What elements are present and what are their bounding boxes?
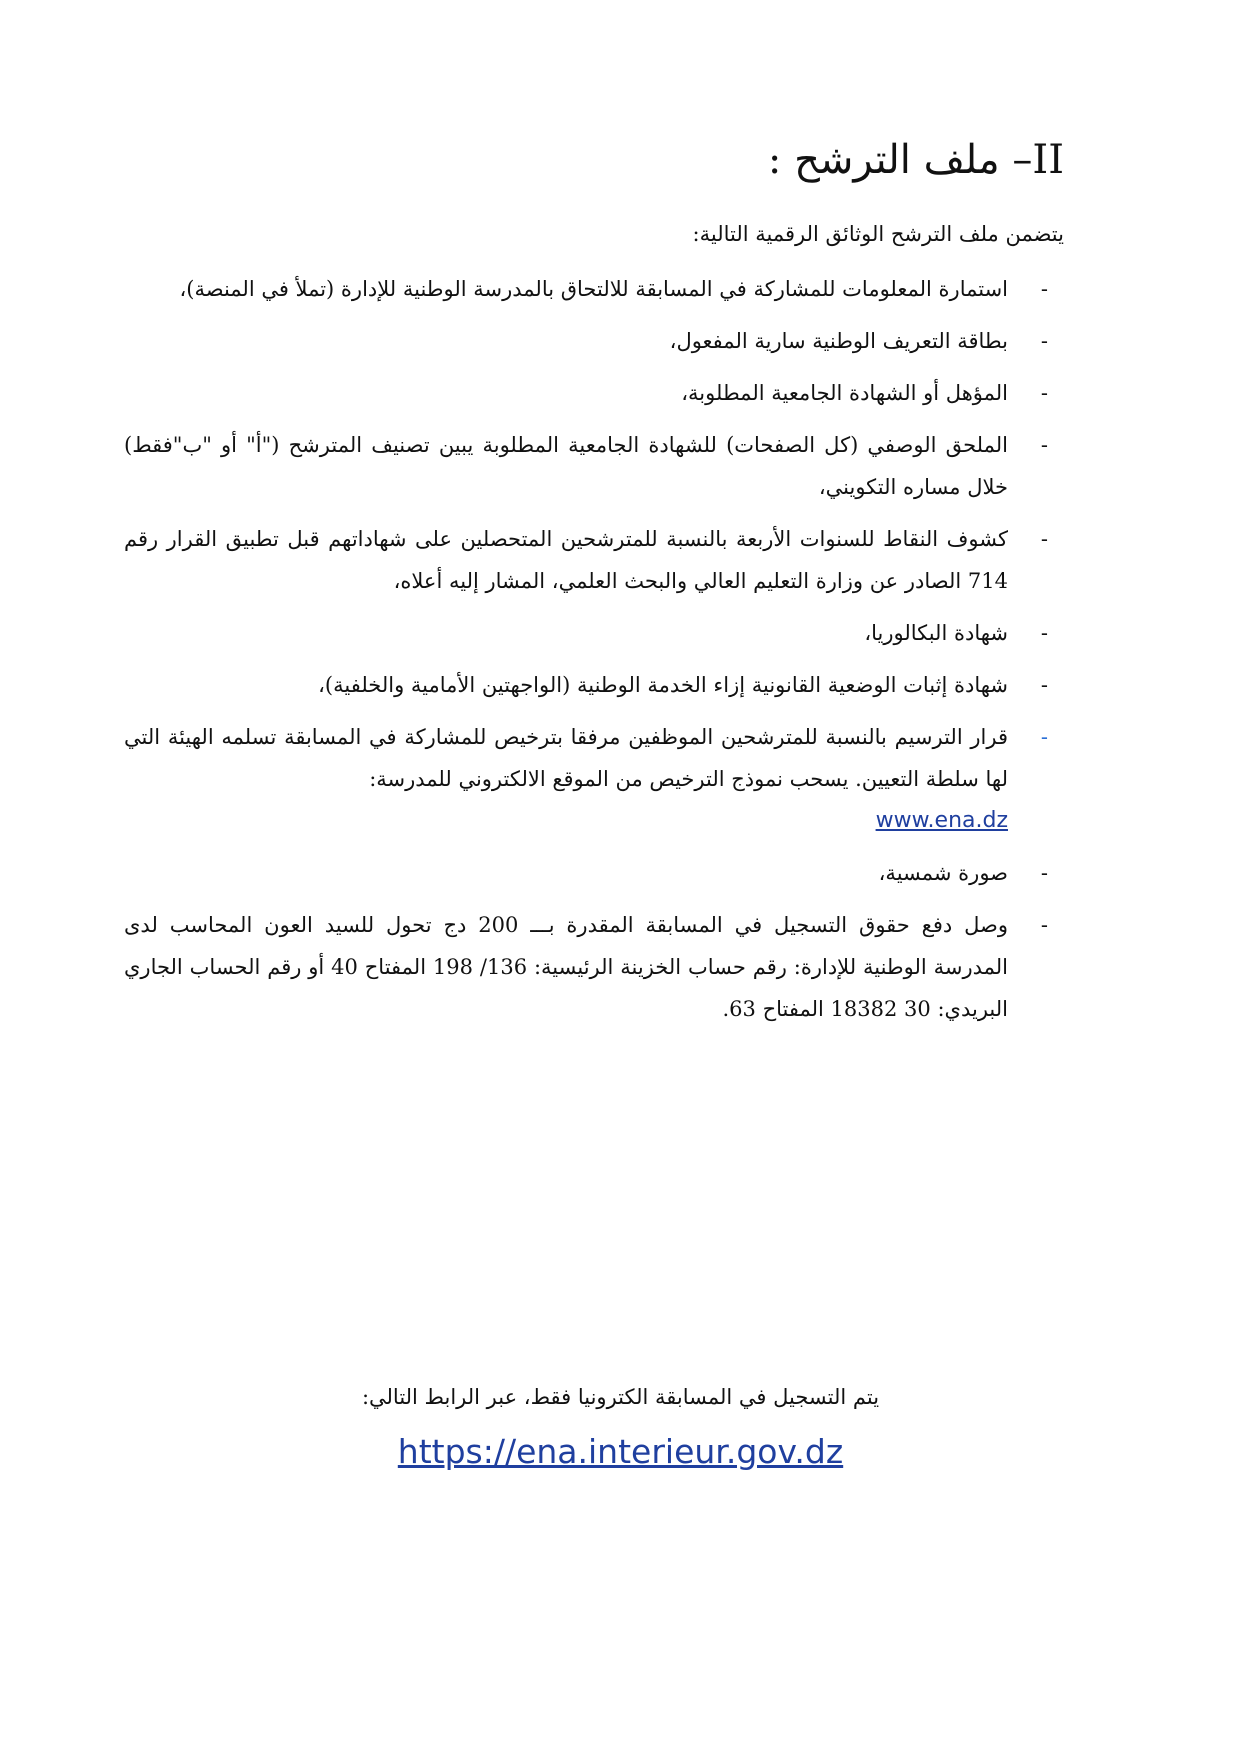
bullet-dash: -	[1040, 673, 1048, 697]
section-heading: II– ملف الترشح :	[767, 137, 1064, 183]
bullet-dash: -	[1040, 725, 1048, 749]
registration-link[interactable]: https://ena.interieur.gov.dz	[397, 1432, 844, 1471]
list-item	[124, 268, 1064, 310]
list-item	[124, 904, 1064, 1030]
list-item-text: المؤهل أو الشهادة الجامعية المطلوبة،	[681, 381, 1008, 405]
list-item	[124, 424, 1064, 508]
list-item-text: بطاقة التعريف الوطنية سارية المفعول،	[669, 329, 1008, 353]
bullet-dash: -	[1040, 381, 1048, 405]
bullet-dash: -	[1040, 861, 1048, 885]
list-item-text: وصل دفع حقوق التسجيل في المسابقة المقدرة بـــ 200 دج تحول للسيد العون المحاسب لدى المدرسة الوطنية للإدارة: رقم حساب الخزينة الرئيسية: 136/ 198 المفتاح 40 أو رقم الحساب الجاري البريدي: 30 18382 المفتاح 63.	[124, 913, 1008, 1021]
list-item-text: شهادة إثبات الوضعية القانونية إزاء الخدمة الوطنية (الواجهتين الأمامية والخلفية)،	[318, 673, 1008, 697]
bullet-dash: -	[1040, 433, 1048, 457]
bullet-dash: -	[1040, 527, 1048, 551]
list-item-text: استمارة المعلومات للمشاركة في المسابقة للالتحاق بالمدرسة الوطنية للإدارة (تملأ في المنصة)،	[179, 277, 1008, 301]
section-intro: يتضمن ملف الترشح الوثائق الرقمية التالية:	[692, 222, 1064, 246]
ena-website-link[interactable]: www.ena.dz	[875, 808, 1008, 833]
list-item	[124, 612, 1064, 654]
list-item-text: قرار الترسيم بالنسبة للمترشحين الموظفين مرفقا بترخيص للمشاركة في المسابقة تسلمه الهيئة التي لها سلطة التعيين. يسحب نموذج الترخيص من الموقع الالكتروني للمدرسة:	[124, 725, 1008, 791]
required-documents-list	[124, 268, 1064, 1040]
list-item	[124, 518, 1064, 602]
list-item	[124, 664, 1064, 706]
list-item-text: صورة شمسية،	[878, 861, 1008, 885]
list-item	[124, 852, 1064, 894]
bullet-dash: -	[1040, 329, 1048, 353]
list-item-text: شهادة البكالوريا،	[864, 621, 1008, 645]
bullet-dash: -	[1040, 621, 1048, 645]
bullet-dash: -	[1040, 913, 1048, 937]
list-item-text: كشوف النقاط للسنوات الأربعة بالنسبة للمترشحين المتحصلين على شهاداتهم قبل تطبيق القرار رقم 714 الصادر عن وزارة التعليم العالي والبحث العلمي، المشار إليه أعلاه،	[124, 527, 1008, 593]
bullet-dash: -	[1040, 277, 1048, 301]
list-item-text: الملحق الوصفي (كل الصفحات) للشهادة الجامعية المطلوبة يبين تصنيف المترشح ("أ" أو "ب"فقط) خلال مساره التكويني،	[124, 433, 1008, 499]
registration-note: يتم التسجيل في المسابقة الكترونيا فقط، عبر الرابط التالي:	[361, 1385, 880, 1409]
list-item	[124, 320, 1064, 362]
list-item	[124, 372, 1064, 414]
list-item	[124, 716, 1064, 842]
